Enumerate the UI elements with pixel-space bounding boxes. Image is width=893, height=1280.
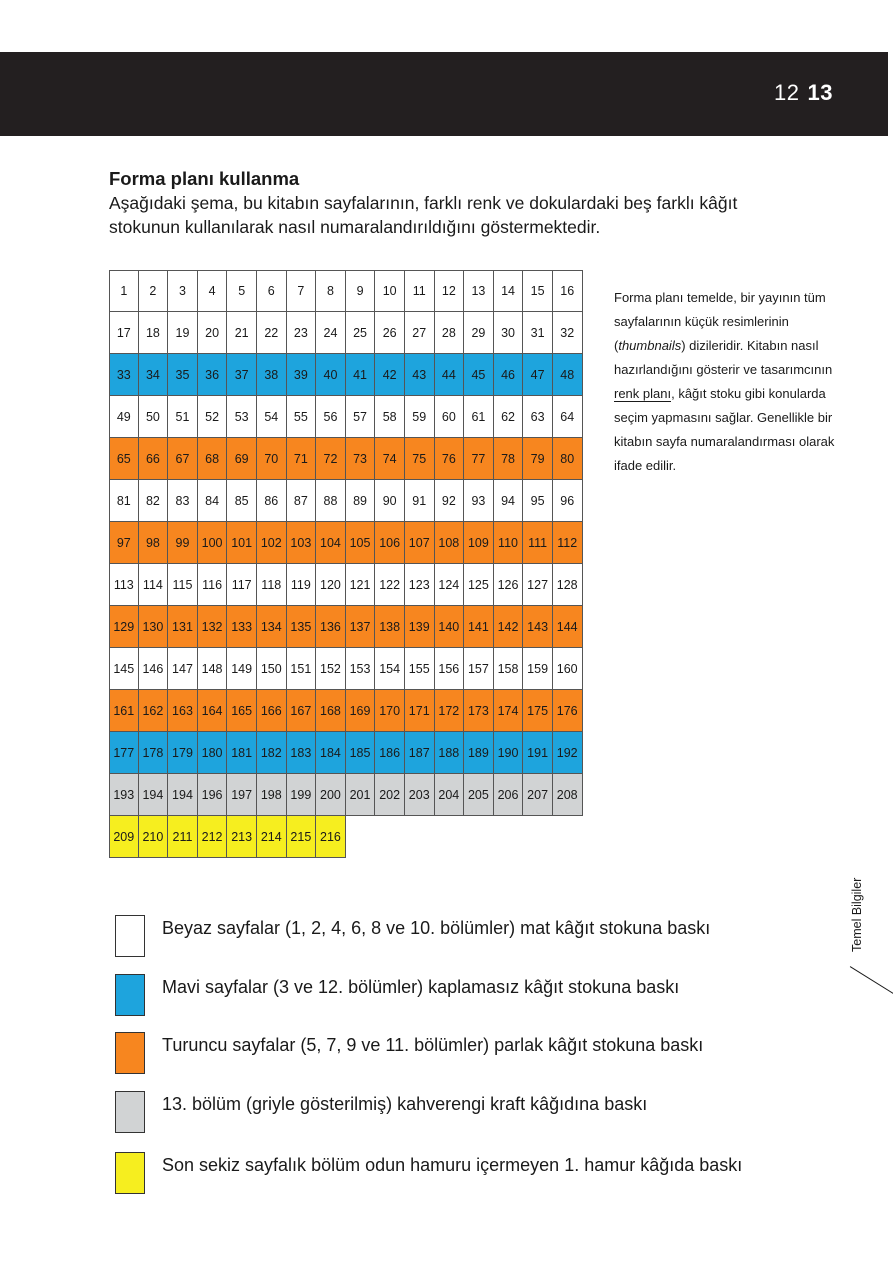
page-cell: 206	[494, 774, 524, 816]
page-cell: 190	[494, 732, 524, 774]
page-cell: 193	[109, 774, 139, 816]
page-cell: 151	[287, 648, 317, 690]
page-cell: 175	[523, 690, 553, 732]
page-cell: 57	[346, 396, 376, 438]
page-cell: 87	[287, 480, 317, 522]
page-cell: 12	[435, 270, 465, 312]
page-cell: 177	[109, 732, 139, 774]
page-cell: 170	[375, 690, 405, 732]
page-cell: 7	[287, 270, 317, 312]
page-cell: 30	[494, 312, 524, 354]
page-cell: 142	[494, 606, 524, 648]
page-cell: 201	[346, 774, 376, 816]
page-cell: 118	[257, 564, 287, 606]
side-tab-label: Temel Bilgiler	[850, 877, 864, 952]
page-cell: 132	[198, 606, 228, 648]
page-cell: 80	[553, 438, 583, 480]
page-cell: 202	[375, 774, 405, 816]
page-cell: 216	[316, 816, 346, 858]
page-cell: 28	[435, 312, 465, 354]
page-cell: 109	[464, 522, 494, 564]
page-cell: 78	[494, 438, 524, 480]
page-cell: 2	[139, 270, 169, 312]
page-cell: 163	[168, 690, 198, 732]
page-cell: 113	[109, 564, 139, 606]
page-cell: 209	[109, 816, 139, 858]
page-cell: 33	[109, 354, 139, 396]
page-cell: 15	[523, 270, 553, 312]
page-cell: 173	[464, 690, 494, 732]
page-cell: 215	[287, 816, 317, 858]
page-cell: 189	[464, 732, 494, 774]
page-cell: 124	[435, 564, 465, 606]
page-cell: 145	[109, 648, 139, 690]
page-cell: 150	[257, 648, 287, 690]
page-cell: 137	[346, 606, 376, 648]
page-cell: 88	[316, 480, 346, 522]
page-cell: 74	[375, 438, 405, 480]
page-cell: 99	[168, 522, 198, 564]
page-cell: 69	[227, 438, 257, 480]
page-cell: 71	[287, 438, 317, 480]
page-cell: 73	[346, 438, 376, 480]
page-cell: 45	[464, 354, 494, 396]
page-cell: 77	[464, 438, 494, 480]
page-cell: 72	[316, 438, 346, 480]
page-cell: 156	[435, 648, 465, 690]
current-page-number: 13	[807, 80, 833, 105]
page-cell: 158	[494, 648, 524, 690]
page-cell: 83	[168, 480, 198, 522]
page-cell: 32	[553, 312, 583, 354]
page-cell: 185	[346, 732, 376, 774]
page-cell: 3	[168, 270, 198, 312]
page-cell: 62	[494, 396, 524, 438]
page-cell: 24	[316, 312, 346, 354]
page-cell: 56	[316, 396, 346, 438]
page-cell: 101	[227, 522, 257, 564]
page-cell: 162	[139, 690, 169, 732]
page-cell: 91	[405, 480, 435, 522]
page-cell: 43	[405, 354, 435, 396]
page-cell: 178	[139, 732, 169, 774]
page-cell: 186	[375, 732, 405, 774]
legend-swatch	[115, 974, 145, 1016]
legend-swatch	[115, 1152, 145, 1194]
legend-item-yellow	[115, 1152, 795, 1196]
page-cell: 133	[227, 606, 257, 648]
page-cell: 23	[287, 312, 317, 354]
page-cell: 181	[227, 732, 257, 774]
page-cell: 21	[227, 312, 257, 354]
page-cell: 154	[375, 648, 405, 690]
page-cell: 5	[227, 270, 257, 312]
page-cell: 55	[287, 396, 317, 438]
page-cell: 97	[109, 522, 139, 564]
page-cell: 40	[316, 354, 346, 396]
section-intro: Aşağıdaki şema, bu kitabın sayfalarının, farklı renk ve dokulardaki beş farklı kâğıt stokunun kullanılarak nasıl numaralandırıldığını göstermektedir.	[109, 193, 738, 237]
page-cell: 111	[523, 522, 553, 564]
legend-item-blue	[115, 974, 795, 1018]
page-cell: 135	[287, 606, 317, 648]
page-cell: 22	[257, 312, 287, 354]
page-cell: 148	[198, 648, 228, 690]
page-cell: 120	[316, 564, 346, 606]
page-cell: 31	[523, 312, 553, 354]
page-cell: 75	[405, 438, 435, 480]
section-title: Forma planı kullanma	[109, 168, 300, 189]
page-cell: 102	[257, 522, 287, 564]
legend-text: Mavi sayfalar (3 ve 12. bölümler) kaplamasız kâğıt stokuna baskı	[162, 977, 680, 997]
page-cell: 214	[257, 816, 287, 858]
prev-page-number: 12	[774, 80, 800, 105]
side-note-italic: thumbnails	[618, 338, 682, 353]
side-note	[614, 286, 839, 478]
page-cell: 26	[375, 312, 405, 354]
page-cell: 70	[257, 438, 287, 480]
page-cell: 110	[494, 522, 524, 564]
page-cell: 168	[316, 690, 346, 732]
page-cell: 79	[523, 438, 553, 480]
page-cell: 25	[346, 312, 376, 354]
page-cell: 188	[435, 732, 465, 774]
header-bar	[0, 52, 888, 136]
page-cell: 174	[494, 690, 524, 732]
page-cell: 165	[227, 690, 257, 732]
page-cell: 164	[198, 690, 228, 732]
page-cell: 16	[553, 270, 583, 312]
page-cell: 66	[139, 438, 169, 480]
page-cell: 84	[198, 480, 228, 522]
page-cell: 50	[139, 396, 169, 438]
page-cell: 194	[139, 774, 169, 816]
page-cell: 213	[227, 816, 257, 858]
page-cell: 169	[346, 690, 376, 732]
legend-swatch	[115, 1091, 145, 1133]
page-cell: 51	[168, 396, 198, 438]
page-cell: 47	[523, 354, 553, 396]
page-cell: 147	[168, 648, 198, 690]
page-cell: 179	[168, 732, 198, 774]
page-cell: 42	[375, 354, 405, 396]
page-cell: 126	[494, 564, 524, 606]
page-cell: 207	[523, 774, 553, 816]
page-cell: 125	[464, 564, 494, 606]
page-cell: 86	[257, 480, 287, 522]
page-cell: 53	[227, 396, 257, 438]
page-cell: 153	[346, 648, 376, 690]
page-cell: 76	[435, 438, 465, 480]
legend-item-white	[115, 915, 795, 959]
page-cell: 183	[287, 732, 317, 774]
page-cell: 182	[257, 732, 287, 774]
page-cell: 94	[494, 480, 524, 522]
page-cell: 155	[405, 648, 435, 690]
page-cell: 199	[287, 774, 317, 816]
page-cell: 92	[435, 480, 465, 522]
page-cell: 46	[494, 354, 524, 396]
page-cell: 10	[375, 270, 405, 312]
legend-text: 13. bölüm (griyle gösterilmiş) kahverengi kraft kâğıdına baskı	[162, 1094, 648, 1114]
legend-item-orange	[115, 1032, 795, 1076]
page-cell: 107	[405, 522, 435, 564]
legend-swatch	[115, 915, 145, 957]
page-cell: 27	[405, 312, 435, 354]
page-cell: 98	[139, 522, 169, 564]
forma-plan-grid	[109, 270, 583, 858]
page-cell: 116	[198, 564, 228, 606]
page-cell: 36	[198, 354, 228, 396]
page-cell: 114	[139, 564, 169, 606]
page-cell: 64	[553, 396, 583, 438]
page-cell: 108	[435, 522, 465, 564]
page-cell: 41	[346, 354, 376, 396]
page-cell: 14	[494, 270, 524, 312]
page-cell: 44	[435, 354, 465, 396]
legend-text: Turuncu sayfalar (5, 7, 9 ve 11. bölümler) parlak kâğıt stokuna baskı	[162, 1035, 704, 1055]
page-cell: 60	[435, 396, 465, 438]
side-tab-divider	[850, 966, 893, 999]
page-cell: 194	[168, 774, 198, 816]
page-cell: 122	[375, 564, 405, 606]
page-cell: 144	[553, 606, 583, 648]
page-cell: 166	[257, 690, 287, 732]
page-cell: 6	[257, 270, 287, 312]
page-cell: 159	[523, 648, 553, 690]
page-cell: 129	[109, 606, 139, 648]
page-cell: 68	[198, 438, 228, 480]
page-cell: 197	[227, 774, 257, 816]
page-cell: 17	[109, 312, 139, 354]
page-cell: 205	[464, 774, 494, 816]
page-cell: 131	[168, 606, 198, 648]
page-cell: 157	[464, 648, 494, 690]
page-cell: 211	[168, 816, 198, 858]
page-cell: 139	[405, 606, 435, 648]
page-cell: 20	[198, 312, 228, 354]
page-cell: 52	[198, 396, 228, 438]
page-cell: 105	[346, 522, 376, 564]
page-cell: 54	[257, 396, 287, 438]
page-cell: 63	[523, 396, 553, 438]
page-cell: 18	[139, 312, 169, 354]
page-cell: 100	[198, 522, 228, 564]
page-cell: 208	[553, 774, 583, 816]
page-cell: 104	[316, 522, 346, 564]
page-cell: 29	[464, 312, 494, 354]
page-cell: 130	[139, 606, 169, 648]
page-cell: 65	[109, 438, 139, 480]
page-cell: 204	[435, 774, 465, 816]
page-cell: 115	[168, 564, 198, 606]
page-cell: 49	[109, 396, 139, 438]
legend-item-gray	[115, 1091, 795, 1135]
page-cell: 37	[227, 354, 257, 396]
side-note-underlined: renk planı	[614, 386, 672, 401]
page-cell: 146	[139, 648, 169, 690]
page-numbers	[774, 80, 833, 106]
page-cell: 212	[198, 816, 228, 858]
page-cell: 9	[346, 270, 376, 312]
page-cell: 119	[287, 564, 317, 606]
page-cell: 191	[523, 732, 553, 774]
page-cell: 210	[139, 816, 169, 858]
page-cell: 19	[168, 312, 198, 354]
page-cell: 196	[198, 774, 228, 816]
page-cell: 140	[435, 606, 465, 648]
side-note-part1: Forma planı temelde, bir yayının tüm sayfalarının küçük resimlerinin (	[614, 290, 826, 353]
page-cell: 11	[405, 270, 435, 312]
page-cell: 160	[553, 648, 583, 690]
page-cell: 161	[109, 690, 139, 732]
page-cell: 81	[109, 480, 139, 522]
page-cell: 152	[316, 648, 346, 690]
page-cell: 171	[405, 690, 435, 732]
page-cell: 128	[553, 564, 583, 606]
page-cell: 127	[523, 564, 553, 606]
page-cell: 85	[227, 480, 257, 522]
page-cell: 167	[287, 690, 317, 732]
side-note-part3: , kâğıt stoku gibi konularda seçim yapmasını sağlar. Genellikle bir kitabın sayfa numaralandırması olarak ifade edilir.	[614, 386, 835, 473]
page-cell: 184	[316, 732, 346, 774]
page-cell: 1	[109, 270, 139, 312]
page-cell: 123	[405, 564, 435, 606]
page-cell: 67	[168, 438, 198, 480]
side-note-part2: ) dizileridir. Kitabın nasıl hazırlandığını gösterir ve tasarımcının	[614, 338, 833, 377]
page-cell: 203	[405, 774, 435, 816]
page-cell: 38	[257, 354, 287, 396]
page-cell: 134	[257, 606, 287, 648]
legend-swatch	[115, 1032, 145, 1074]
page-cell: 34	[139, 354, 169, 396]
page-cell: 112	[553, 522, 583, 564]
page-cell: 187	[405, 732, 435, 774]
legend-text: Son sekiz sayfalık bölüm odun hamuru içermeyen 1. hamur kâğıda baskı	[162, 1155, 743, 1175]
page-cell: 58	[375, 396, 405, 438]
page-cell: 121	[346, 564, 376, 606]
side-tab	[838, 877, 878, 960]
page-cell: 82	[139, 480, 169, 522]
page-cell: 93	[464, 480, 494, 522]
page-cell: 4	[198, 270, 228, 312]
page-cell: 89	[346, 480, 376, 522]
page-cell: 138	[375, 606, 405, 648]
page-cell: 90	[375, 480, 405, 522]
page-cell: 149	[227, 648, 257, 690]
page-cell: 61	[464, 396, 494, 438]
page-cell: 180	[198, 732, 228, 774]
page-cell: 39	[287, 354, 317, 396]
page-cell: 198	[257, 774, 287, 816]
page-cell: 48	[553, 354, 583, 396]
legend-text: Beyaz sayfalar (1, 2, 4, 6, 8 ve 10. bölümler) mat kâğıt stokuna baskı	[162, 918, 711, 938]
page-cell: 192	[553, 732, 583, 774]
page-cell: 200	[316, 774, 346, 816]
page-cell: 143	[523, 606, 553, 648]
page-cell: 13	[464, 270, 494, 312]
page-cell: 176	[553, 690, 583, 732]
page-cell: 117	[227, 564, 257, 606]
page-cell: 35	[168, 354, 198, 396]
page-cell: 95	[523, 480, 553, 522]
page-cell: 8	[316, 270, 346, 312]
page-cell: 172	[435, 690, 465, 732]
page-cell: 103	[287, 522, 317, 564]
page-cell: 141	[464, 606, 494, 648]
page-cell: 136	[316, 606, 346, 648]
page-cell: 96	[553, 480, 583, 522]
page-cell: 59	[405, 396, 435, 438]
page-cell: 106	[375, 522, 405, 564]
